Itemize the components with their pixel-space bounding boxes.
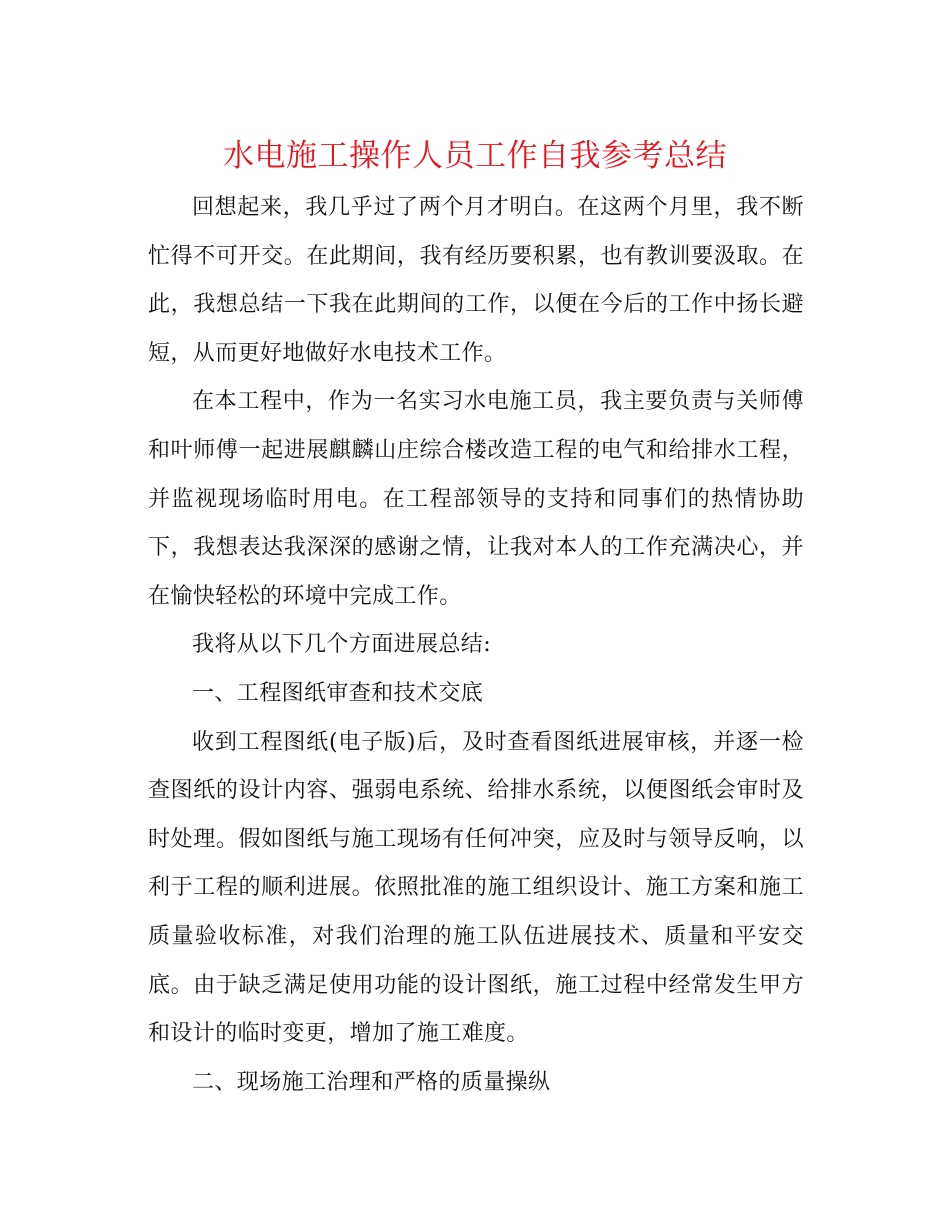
section-heading-1: 一、工程图纸审查和技术交底 (192, 680, 484, 706)
section-heading-2: 二、现场施工治理和严格的质量操纵 (192, 1069, 551, 1095)
paragraph-role: 在本工程中，作为一名实习水电施工员，我主要负责与关师傅和叶师傅一起进展麒麟山庄综合楼改造工程的电气和给排水工程，并监视现场临时用电。在工程部领导的支持和同事们的热情协助下，我想表达我深深的感谢之情，让我对本人的工作充满决心，并在愉快轻松的环境中完成工作。 (148, 389, 804, 609)
paragraph-outline: 我将从以下几个方面进展总结: (192, 632, 492, 658)
document-title: 水电施工操作人员工作自我参考总结 (223, 138, 727, 174)
paragraph-intro: 回想起来，我几乎过了两个月才明白。在这两个月里，我不断忙得不可开交。在此期间，我有经历要积累，也有教训要汲取。在此，我想总结一下我在此期间的工作，以便在今后的工作中扬长避短，从而更好地做好水电技术工作。 (148, 195, 804, 366)
document-body (148, 184, 804, 1107)
paragraph-drawing-review: 收到工程图纸(电子版)后，及时查看图纸进展审核，并逐一检查图纸的设计内容、强弱电系统、给排水系统，以便图纸会审时及时处理。假如图纸与施工现场有任何冲突，应及时与领导反响，以利于工程的顺利进展。依照批准的施工组织设计、施工方案和施工质量验收标准，对我们治理的施工队伍进展技术、质量和平安交底。由于缺乏满足使用功能的设计图纸，施工过程中经常发生甲方和设计的临时变更，增加了施工难度。 (148, 729, 804, 1047)
